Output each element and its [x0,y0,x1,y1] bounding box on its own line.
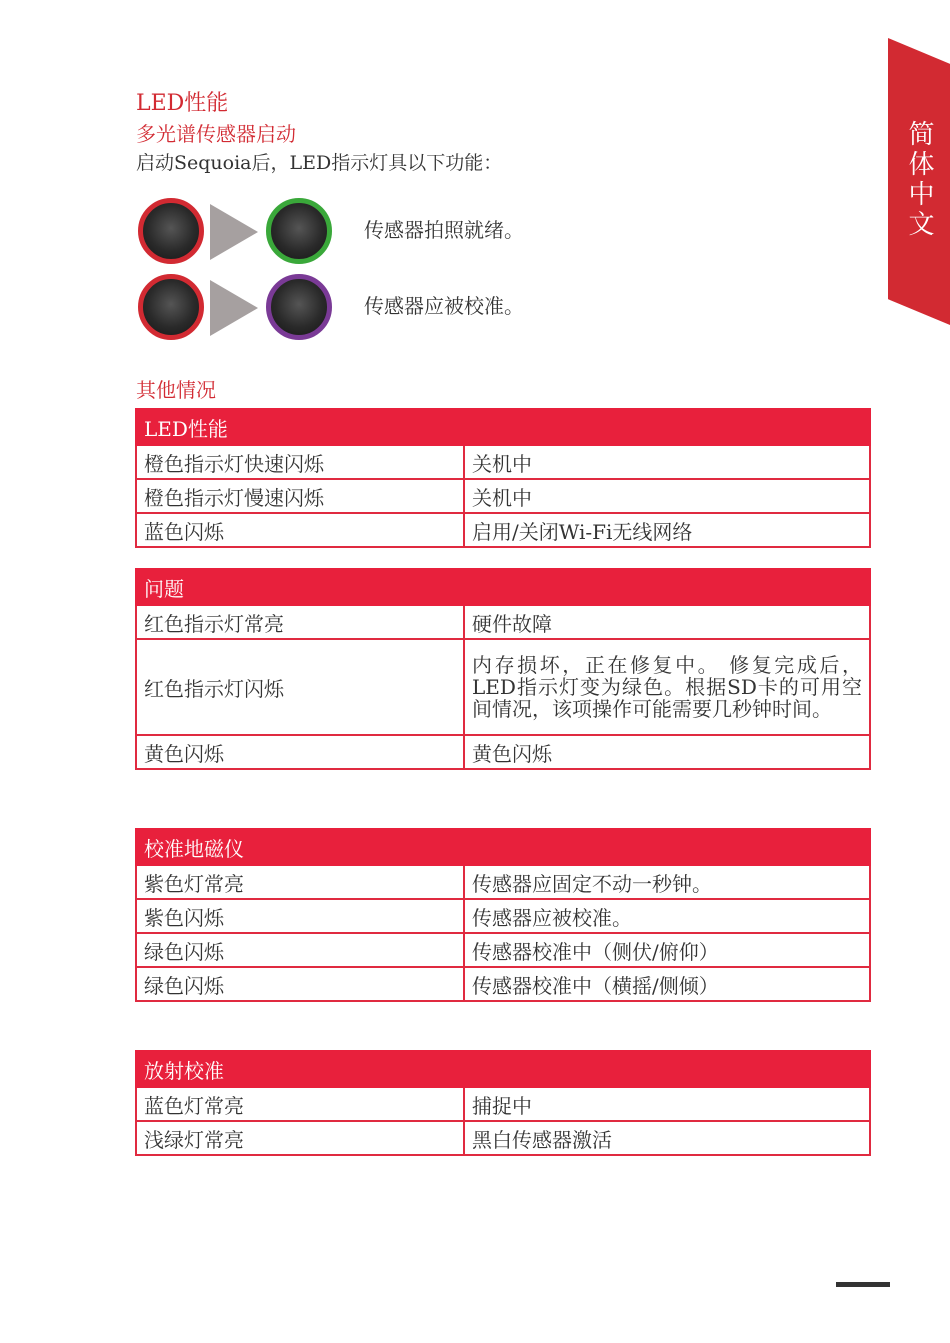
table-header: LED性能 [136,409,870,445]
cell-left: 浅绿灯常亮 [136,1121,464,1155]
cell-right: 启用/关闭Wi-Fi无线网络 [464,513,870,547]
table-row [136,513,870,547]
table-row [136,479,870,513]
arrow-right-icon [210,280,258,336]
table-radiometric-calibration [135,1050,871,1156]
cell-left: 蓝色闪烁 [136,513,464,547]
cell-left: 黄色闪烁 [136,735,464,769]
led-description: 传感器拍照就绪。 [364,218,524,242]
cell-right: 关机中 [464,445,870,479]
table-header: 放射校准 [136,1051,870,1087]
language-tab-label: 简体中文 [904,120,934,240]
led-red-icon [138,274,204,340]
cell-right: 传感器应被校准。 [464,899,870,933]
led-purple-icon [266,274,332,340]
table-header: 校准地磁仪 [136,829,870,865]
table-row [136,639,870,735]
cell-right: 关机中 [464,479,870,513]
table-row [136,933,870,967]
cell-right: 传感器校准中（横摇/侧倾） [464,967,870,1001]
cell-left: 绿色闪烁 [136,967,464,1001]
cell-left: 红色指示灯闪烁 [136,639,464,735]
table-problems [135,568,871,770]
table-row [136,445,870,479]
table-header: 问题 [136,569,870,605]
table-row [136,1121,870,1155]
table-row [136,865,870,899]
other-cases-title: 其他情况 [136,378,216,402]
page-footer-line [836,1282,890,1287]
cell-right: 捕捉中 [464,1087,870,1121]
table-led-behavior [135,408,871,548]
cell-left: 橙色指示灯慢速闪烁 [136,479,464,513]
cell-right: 黑白传感器激活 [464,1121,870,1155]
cell-left: 紫色灯常亮 [136,865,464,899]
intro-text: 启动Sequoia后，LED指示灯具以下功能： [136,152,503,174]
cell-right: 传感器校准中（侧伏/俯仰） [464,933,870,967]
cell-right: 传感器应固定不动一秒钟。 [464,865,870,899]
table-row [136,1087,870,1121]
table-row [136,967,870,1001]
section-heading: LED性能 [136,91,229,116]
cell-right: 内存损坏，正在修复中。 修复完成后，LED指示灯变为绿色。根据SD卡的可用空间情况，该项操作可能需要几秒钟时间。 [464,639,870,735]
led-description: 传感器应被校准。 [364,294,524,318]
led-green-icon [266,198,332,264]
table-row [136,605,870,639]
arrow-right-icon [210,204,258,260]
cell-left: 紫色闪烁 [136,899,464,933]
table-magnetometer-calibration [135,828,871,1002]
cell-left: 红色指示灯常亮 [136,605,464,639]
cell-left: 橙色指示灯快速闪烁 [136,445,464,479]
cell-right: 硬件故障 [464,605,870,639]
led-red-icon [138,198,204,264]
cell-left: 蓝色灯常亮 [136,1087,464,1121]
table-row [136,735,870,769]
table-row [136,899,870,933]
cell-left: 绿色闪烁 [136,933,464,967]
cell-right: 黄色闪烁 [464,735,870,769]
section-subheading: 多光谱传感器启动 [136,122,296,146]
